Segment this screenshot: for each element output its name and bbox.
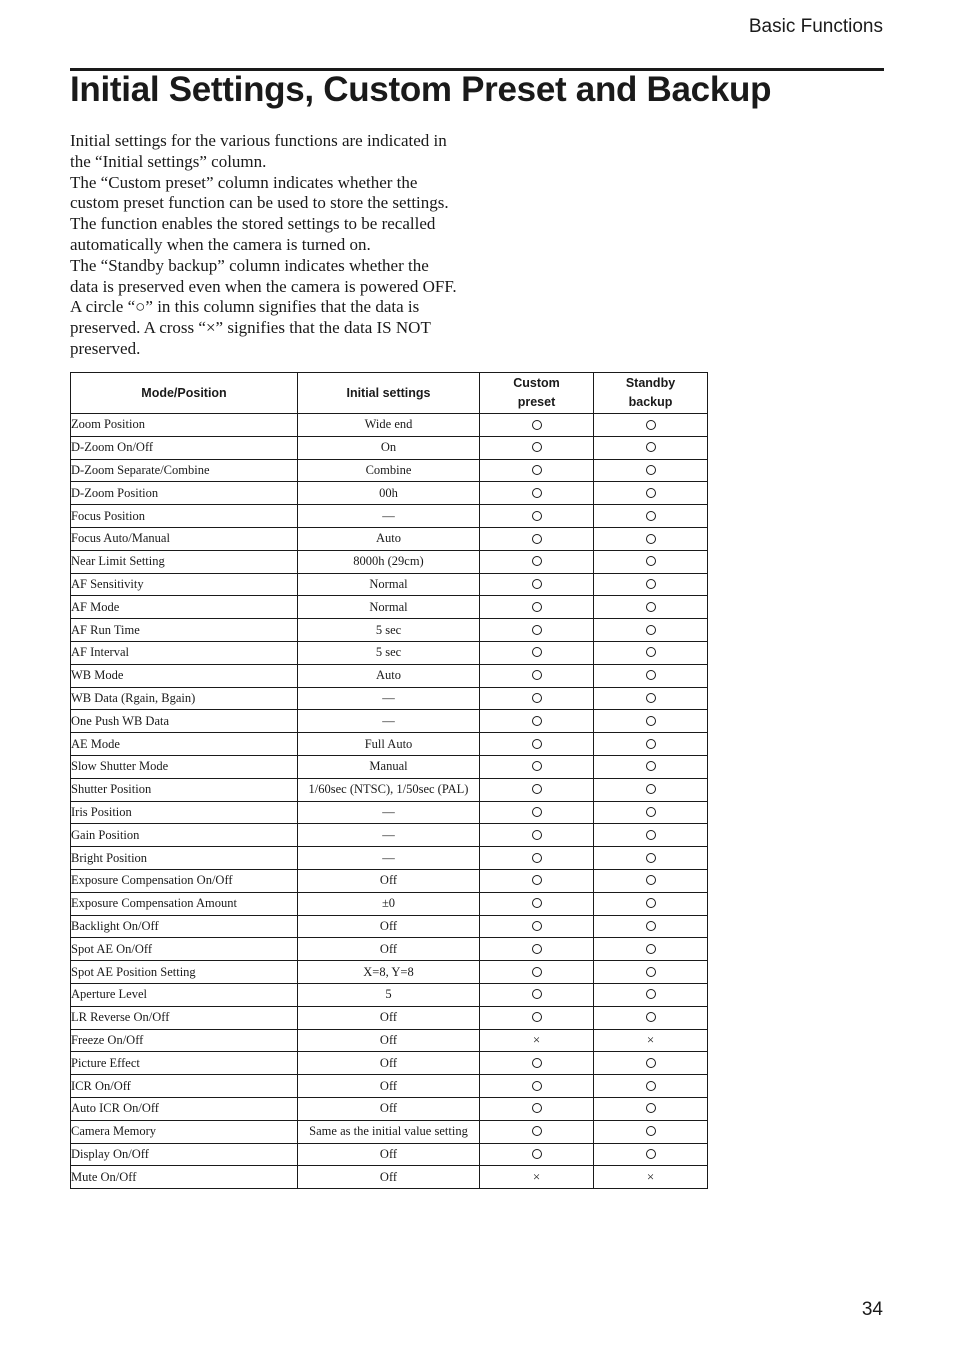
cell-mode-position: Camera Memory bbox=[71, 1120, 298, 1143]
cell-mode-position: Near Limit Setting bbox=[71, 550, 298, 573]
cell-mode-position: AF Mode bbox=[71, 596, 298, 619]
cell-initial-setting: X=8, Y=8 bbox=[298, 961, 480, 984]
cell-initial-setting: 5 bbox=[298, 983, 480, 1006]
cell-mode-position: AF Interval bbox=[71, 641, 298, 664]
table-row bbox=[71, 1166, 708, 1189]
circle-mark-icon bbox=[646, 579, 656, 589]
circle-mark-icon bbox=[532, 1103, 542, 1113]
cell-mode-position: Iris Position bbox=[71, 801, 298, 824]
circle-mark-icon bbox=[532, 511, 542, 521]
cell-standby bbox=[594, 414, 708, 437]
circle-mark-icon bbox=[532, 716, 542, 726]
cell-mode-position: Focus Auto/Manual bbox=[71, 527, 298, 550]
cell-standby bbox=[594, 1075, 708, 1098]
cell-standby bbox=[594, 847, 708, 870]
circle-mark-icon bbox=[532, 898, 542, 908]
cell-standby bbox=[594, 505, 708, 528]
cell-standby bbox=[594, 459, 708, 482]
cell-standby bbox=[594, 983, 708, 1006]
cell-initial-setting: Full Auto bbox=[298, 733, 480, 756]
cell-custom bbox=[480, 961, 594, 984]
cell-initial-setting: 5 sec bbox=[298, 619, 480, 642]
cell-initial-setting: 8000h (29cm) bbox=[298, 550, 480, 573]
cell-mode-position: LR Reverse On/Off bbox=[71, 1006, 298, 1029]
cell-initial-setting: Same as the initial value setting bbox=[298, 1120, 480, 1143]
circle-mark-icon bbox=[646, 716, 656, 726]
page-number: 34 bbox=[861, 1299, 883, 1320]
cell-initial-setting: Off bbox=[298, 1052, 480, 1075]
circle-mark-icon bbox=[532, 442, 542, 452]
circle-mark-icon bbox=[532, 488, 542, 498]
cell-initial-setting: — bbox=[298, 824, 480, 847]
table-row bbox=[71, 824, 708, 847]
cell-custom bbox=[480, 1143, 594, 1166]
table-row bbox=[71, 687, 708, 710]
cell-custom bbox=[480, 414, 594, 437]
circle-mark-icon bbox=[646, 465, 656, 475]
circle-mark-icon bbox=[532, 989, 542, 999]
cell-initial-setting: Off bbox=[298, 915, 480, 938]
cell-mode-position: WB Data (Rgain, Bgain) bbox=[71, 687, 298, 710]
circle-mark-icon bbox=[646, 534, 656, 544]
cell-mode-position: Auto ICR On/Off bbox=[71, 1097, 298, 1120]
cell-standby bbox=[594, 1006, 708, 1029]
cell-initial-setting: Normal bbox=[298, 596, 480, 619]
intro-text bbox=[70, 131, 460, 360]
cell-mode-position: AF Sensitivity bbox=[71, 573, 298, 596]
table-row bbox=[71, 596, 708, 619]
cell-standby bbox=[594, 710, 708, 733]
cell-mode-position: Focus Position bbox=[71, 505, 298, 528]
cell-custom bbox=[480, 983, 594, 1006]
cell-initial-setting: 1/60sec (NTSC), 1/50sec (PAL) bbox=[298, 778, 480, 801]
cell-custom bbox=[480, 596, 594, 619]
cell-standby bbox=[594, 687, 708, 710]
circle-mark-icon bbox=[532, 761, 542, 771]
cell-standby bbox=[594, 527, 708, 550]
cell-custom bbox=[480, 505, 594, 528]
table-row bbox=[71, 1029, 708, 1052]
cell-standby bbox=[594, 573, 708, 596]
table-row bbox=[71, 733, 708, 756]
cell-mode-position: Bright Position bbox=[71, 847, 298, 870]
cell-initial-setting: — bbox=[298, 687, 480, 710]
cell-custom bbox=[480, 892, 594, 915]
circle-mark-icon bbox=[646, 1081, 656, 1091]
circle-mark-icon bbox=[646, 989, 656, 999]
cell-standby bbox=[594, 778, 708, 801]
cell-custom bbox=[480, 710, 594, 733]
intro-paragraph: The “Custom preset” column indicates whether the custom preset function can be used to store the settings. The function enables the stored settings to be recalled automatically when the camera is turned on. bbox=[70, 172, 449, 254]
circle-mark-icon bbox=[646, 807, 656, 817]
cell-custom bbox=[480, 824, 594, 847]
circle-mark-icon bbox=[532, 921, 542, 931]
circle-mark-icon bbox=[646, 761, 656, 771]
table-row bbox=[71, 1143, 708, 1166]
table-row bbox=[71, 710, 708, 733]
table-row bbox=[71, 619, 708, 642]
table-body bbox=[71, 414, 708, 1189]
cell-custom bbox=[480, 847, 594, 870]
table-row bbox=[71, 892, 708, 915]
cross-mark-icon: × bbox=[646, 1031, 655, 1047]
header-standby-backup bbox=[594, 373, 708, 414]
cell-custom bbox=[480, 1075, 594, 1098]
cell-custom bbox=[480, 1120, 594, 1143]
cell-initial-setting: Combine bbox=[298, 459, 480, 482]
cell-initial-setting: Off bbox=[298, 1006, 480, 1029]
cell-standby bbox=[594, 892, 708, 915]
cell-mode-position: D-Zoom On/Off bbox=[71, 436, 298, 459]
cell-standby bbox=[594, 1166, 708, 1189]
circle-mark-icon bbox=[646, 488, 656, 498]
cell-initial-setting: — bbox=[298, 847, 480, 870]
circle-mark-icon bbox=[532, 739, 542, 749]
table-row bbox=[71, 664, 708, 687]
cell-standby bbox=[594, 801, 708, 824]
cell-mode-position: Slow Shutter Mode bbox=[71, 755, 298, 778]
cell-custom bbox=[480, 641, 594, 664]
cell-standby bbox=[594, 824, 708, 847]
cell-standby bbox=[594, 1052, 708, 1075]
cell-mode-position: Mute On/Off bbox=[71, 1166, 298, 1189]
circle-mark-icon bbox=[646, 853, 656, 863]
header-standby-line2: backup bbox=[628, 395, 673, 409]
cell-mode-position: Exposure Compensation Amount bbox=[71, 892, 298, 915]
cell-standby bbox=[594, 733, 708, 756]
cell-mode-position: AE Mode bbox=[71, 733, 298, 756]
circle-mark-icon bbox=[532, 944, 542, 954]
circle-mark-icon bbox=[646, 784, 656, 794]
intro-paragraph: The “Standby backup” column indicates whether the data is preserved even when the camera is powered OFF. A circle “○” in this column signifies that the data is preserved. A cross “×” signifies that the data IS NOT preserved. bbox=[70, 255, 457, 358]
cell-initial-setting: Off bbox=[298, 1075, 480, 1098]
circle-mark-icon bbox=[532, 1058, 542, 1068]
cell-mode-position: Spot AE On/Off bbox=[71, 938, 298, 961]
circle-mark-icon bbox=[532, 534, 542, 544]
table-row bbox=[71, 938, 708, 961]
cell-standby bbox=[594, 938, 708, 961]
cell-standby bbox=[594, 596, 708, 619]
cell-custom bbox=[480, 1006, 594, 1029]
cell-mode-position: Aperture Level bbox=[71, 983, 298, 1006]
circle-mark-icon bbox=[646, 511, 656, 521]
cross-mark-icon: × bbox=[532, 1031, 541, 1047]
table-row bbox=[71, 641, 708, 664]
cell-mode-position: Spot AE Position Setting bbox=[71, 961, 298, 984]
cell-custom bbox=[480, 482, 594, 505]
cell-initial-setting: Off bbox=[298, 1097, 480, 1120]
circle-mark-icon bbox=[532, 465, 542, 475]
table-row bbox=[71, 414, 708, 437]
table-row bbox=[71, 983, 708, 1006]
circle-mark-icon bbox=[646, 1012, 656, 1022]
cell-standby bbox=[594, 619, 708, 642]
table-row bbox=[71, 550, 708, 573]
cell-initial-setting: Off bbox=[298, 1143, 480, 1166]
cell-standby bbox=[594, 1029, 708, 1052]
cell-initial-setting: Auto bbox=[298, 664, 480, 687]
cell-custom bbox=[480, 915, 594, 938]
cell-standby bbox=[594, 755, 708, 778]
circle-mark-icon bbox=[532, 1081, 542, 1091]
table-row bbox=[71, 1052, 708, 1075]
cell-custom bbox=[480, 619, 594, 642]
cross-mark-icon: × bbox=[646, 1168, 655, 1184]
cell-mode-position: ICR On/Off bbox=[71, 1075, 298, 1098]
table-row bbox=[71, 869, 708, 892]
cell-mode-position: Picture Effect bbox=[71, 1052, 298, 1075]
cell-standby bbox=[594, 641, 708, 664]
cell-mode-position: Freeze On/Off bbox=[71, 1029, 298, 1052]
circle-mark-icon bbox=[532, 670, 542, 680]
circle-mark-icon bbox=[646, 1103, 656, 1113]
cell-initial-setting: 5 sec bbox=[298, 641, 480, 664]
cell-mode-position: Display On/Off bbox=[71, 1143, 298, 1166]
circle-mark-icon bbox=[532, 967, 542, 977]
circle-mark-icon bbox=[646, 875, 656, 885]
circle-mark-icon bbox=[532, 830, 542, 840]
cell-initial-setting: Off bbox=[298, 869, 480, 892]
cell-custom bbox=[480, 1052, 594, 1075]
cell-standby bbox=[594, 915, 708, 938]
cell-standby bbox=[594, 482, 708, 505]
cell-standby bbox=[594, 1120, 708, 1143]
table-row bbox=[71, 1075, 708, 1098]
cell-mode-position: Shutter Position bbox=[71, 778, 298, 801]
circle-mark-icon bbox=[646, 625, 656, 635]
circle-mark-icon bbox=[532, 420, 542, 430]
circle-mark-icon bbox=[646, 647, 656, 657]
intro-paragraph: Initial settings for the various functions are indicated in the “Initial settings” column. bbox=[70, 131, 447, 171]
page-title: Initial Settings, Custom Preset and Backup bbox=[70, 70, 772, 109]
table-row bbox=[71, 573, 708, 596]
cell-initial-setting: Normal bbox=[298, 573, 480, 596]
circle-mark-icon bbox=[532, 1149, 542, 1159]
header-initial-settings: Initial settings bbox=[298, 373, 480, 414]
cell-mode-position: One Push WB Data bbox=[71, 710, 298, 733]
circle-mark-icon bbox=[532, 647, 542, 657]
circle-mark-icon bbox=[646, 693, 656, 703]
cell-initial-setting: Manual bbox=[298, 755, 480, 778]
cell-initial-setting: — bbox=[298, 710, 480, 733]
circle-mark-icon bbox=[532, 625, 542, 635]
circle-mark-icon bbox=[532, 579, 542, 589]
cell-custom bbox=[480, 459, 594, 482]
table-row bbox=[71, 915, 708, 938]
cross-mark-icon: × bbox=[532, 1168, 541, 1184]
cell-custom bbox=[480, 1029, 594, 1052]
circle-mark-icon bbox=[532, 1126, 542, 1136]
cell-mode-position: Backlight On/Off bbox=[71, 915, 298, 938]
table-row bbox=[71, 505, 708, 528]
circle-mark-icon bbox=[646, 967, 656, 977]
table-row bbox=[71, 436, 708, 459]
cell-mode-position: Zoom Position bbox=[71, 414, 298, 437]
circle-mark-icon bbox=[646, 602, 656, 612]
cell-custom bbox=[480, 801, 594, 824]
circle-mark-icon bbox=[646, 830, 656, 840]
table-row bbox=[71, 1006, 708, 1029]
cell-mode-position: D-Zoom Separate/Combine bbox=[71, 459, 298, 482]
header-custom-line1: Custom bbox=[513, 376, 560, 390]
circle-mark-icon bbox=[532, 693, 542, 703]
section-label: Basic Functions bbox=[748, 16, 883, 37]
cell-mode-position: D-Zoom Position bbox=[71, 482, 298, 505]
cell-standby bbox=[594, 961, 708, 984]
cell-initial-setting: On bbox=[298, 436, 480, 459]
cell-custom bbox=[480, 573, 594, 596]
header-mode-position: Mode/Position bbox=[71, 373, 298, 414]
cell-initial-setting: Off bbox=[298, 1029, 480, 1052]
cell-custom bbox=[480, 527, 594, 550]
cell-custom bbox=[480, 1097, 594, 1120]
cell-initial-setting: Wide end bbox=[298, 414, 480, 437]
header-custom-line2: preset bbox=[517, 395, 556, 409]
header-custom-preset bbox=[480, 373, 594, 414]
circle-mark-icon bbox=[646, 420, 656, 430]
circle-mark-icon bbox=[532, 784, 542, 794]
circle-mark-icon bbox=[532, 807, 542, 817]
cell-custom bbox=[480, 436, 594, 459]
circle-mark-icon bbox=[646, 1058, 656, 1068]
cell-initial-setting: — bbox=[298, 801, 480, 824]
settings-table bbox=[70, 372, 708, 1189]
cell-custom bbox=[480, 778, 594, 801]
circle-mark-icon bbox=[532, 602, 542, 612]
cell-custom bbox=[480, 1166, 594, 1189]
circle-mark-icon bbox=[646, 739, 656, 749]
cell-custom bbox=[480, 755, 594, 778]
table-row bbox=[71, 1097, 708, 1120]
circle-mark-icon bbox=[646, 1149, 656, 1159]
cell-custom bbox=[480, 938, 594, 961]
circle-mark-icon bbox=[532, 853, 542, 863]
cell-standby bbox=[594, 664, 708, 687]
cell-initial-setting: Auto bbox=[298, 527, 480, 550]
cell-custom bbox=[480, 733, 594, 756]
cell-custom bbox=[480, 550, 594, 573]
circle-mark-icon bbox=[532, 556, 542, 566]
cell-custom bbox=[480, 664, 594, 687]
cell-initial-setting: 00h bbox=[298, 482, 480, 505]
cell-standby bbox=[594, 1097, 708, 1120]
cell-initial-setting: ±0 bbox=[298, 892, 480, 915]
table-row bbox=[71, 847, 708, 870]
cell-initial-setting: Off bbox=[298, 938, 480, 961]
cell-mode-position: Exposure Compensation On/Off bbox=[71, 869, 298, 892]
cell-mode-position: AF Run Time bbox=[71, 619, 298, 642]
table-row bbox=[71, 755, 708, 778]
cell-custom bbox=[480, 869, 594, 892]
cell-standby bbox=[594, 1143, 708, 1166]
circle-mark-icon bbox=[646, 1126, 656, 1136]
cell-mode-position: Gain Position bbox=[71, 824, 298, 847]
header-standby-line1: Standby bbox=[625, 376, 676, 390]
cell-mode-position: WB Mode bbox=[71, 664, 298, 687]
table-row bbox=[71, 459, 708, 482]
cell-standby bbox=[594, 436, 708, 459]
table-row bbox=[71, 1120, 708, 1143]
circle-mark-icon bbox=[646, 921, 656, 931]
table-row bbox=[71, 778, 708, 801]
cell-initial-setting: Off bbox=[298, 1166, 480, 1189]
circle-mark-icon bbox=[646, 944, 656, 954]
circle-mark-icon bbox=[646, 898, 656, 908]
cell-standby bbox=[594, 869, 708, 892]
table-row bbox=[71, 961, 708, 984]
cell-standby bbox=[594, 550, 708, 573]
circle-mark-icon bbox=[532, 1012, 542, 1022]
table-row bbox=[71, 527, 708, 550]
table-row bbox=[71, 801, 708, 824]
cell-initial-setting: — bbox=[298, 505, 480, 528]
table-row bbox=[71, 482, 708, 505]
circle-mark-icon bbox=[646, 670, 656, 680]
cell-custom bbox=[480, 687, 594, 710]
circle-mark-icon bbox=[646, 442, 656, 452]
circle-mark-icon bbox=[532, 875, 542, 885]
circle-mark-icon bbox=[646, 556, 656, 566]
table-header-row bbox=[71, 373, 708, 414]
